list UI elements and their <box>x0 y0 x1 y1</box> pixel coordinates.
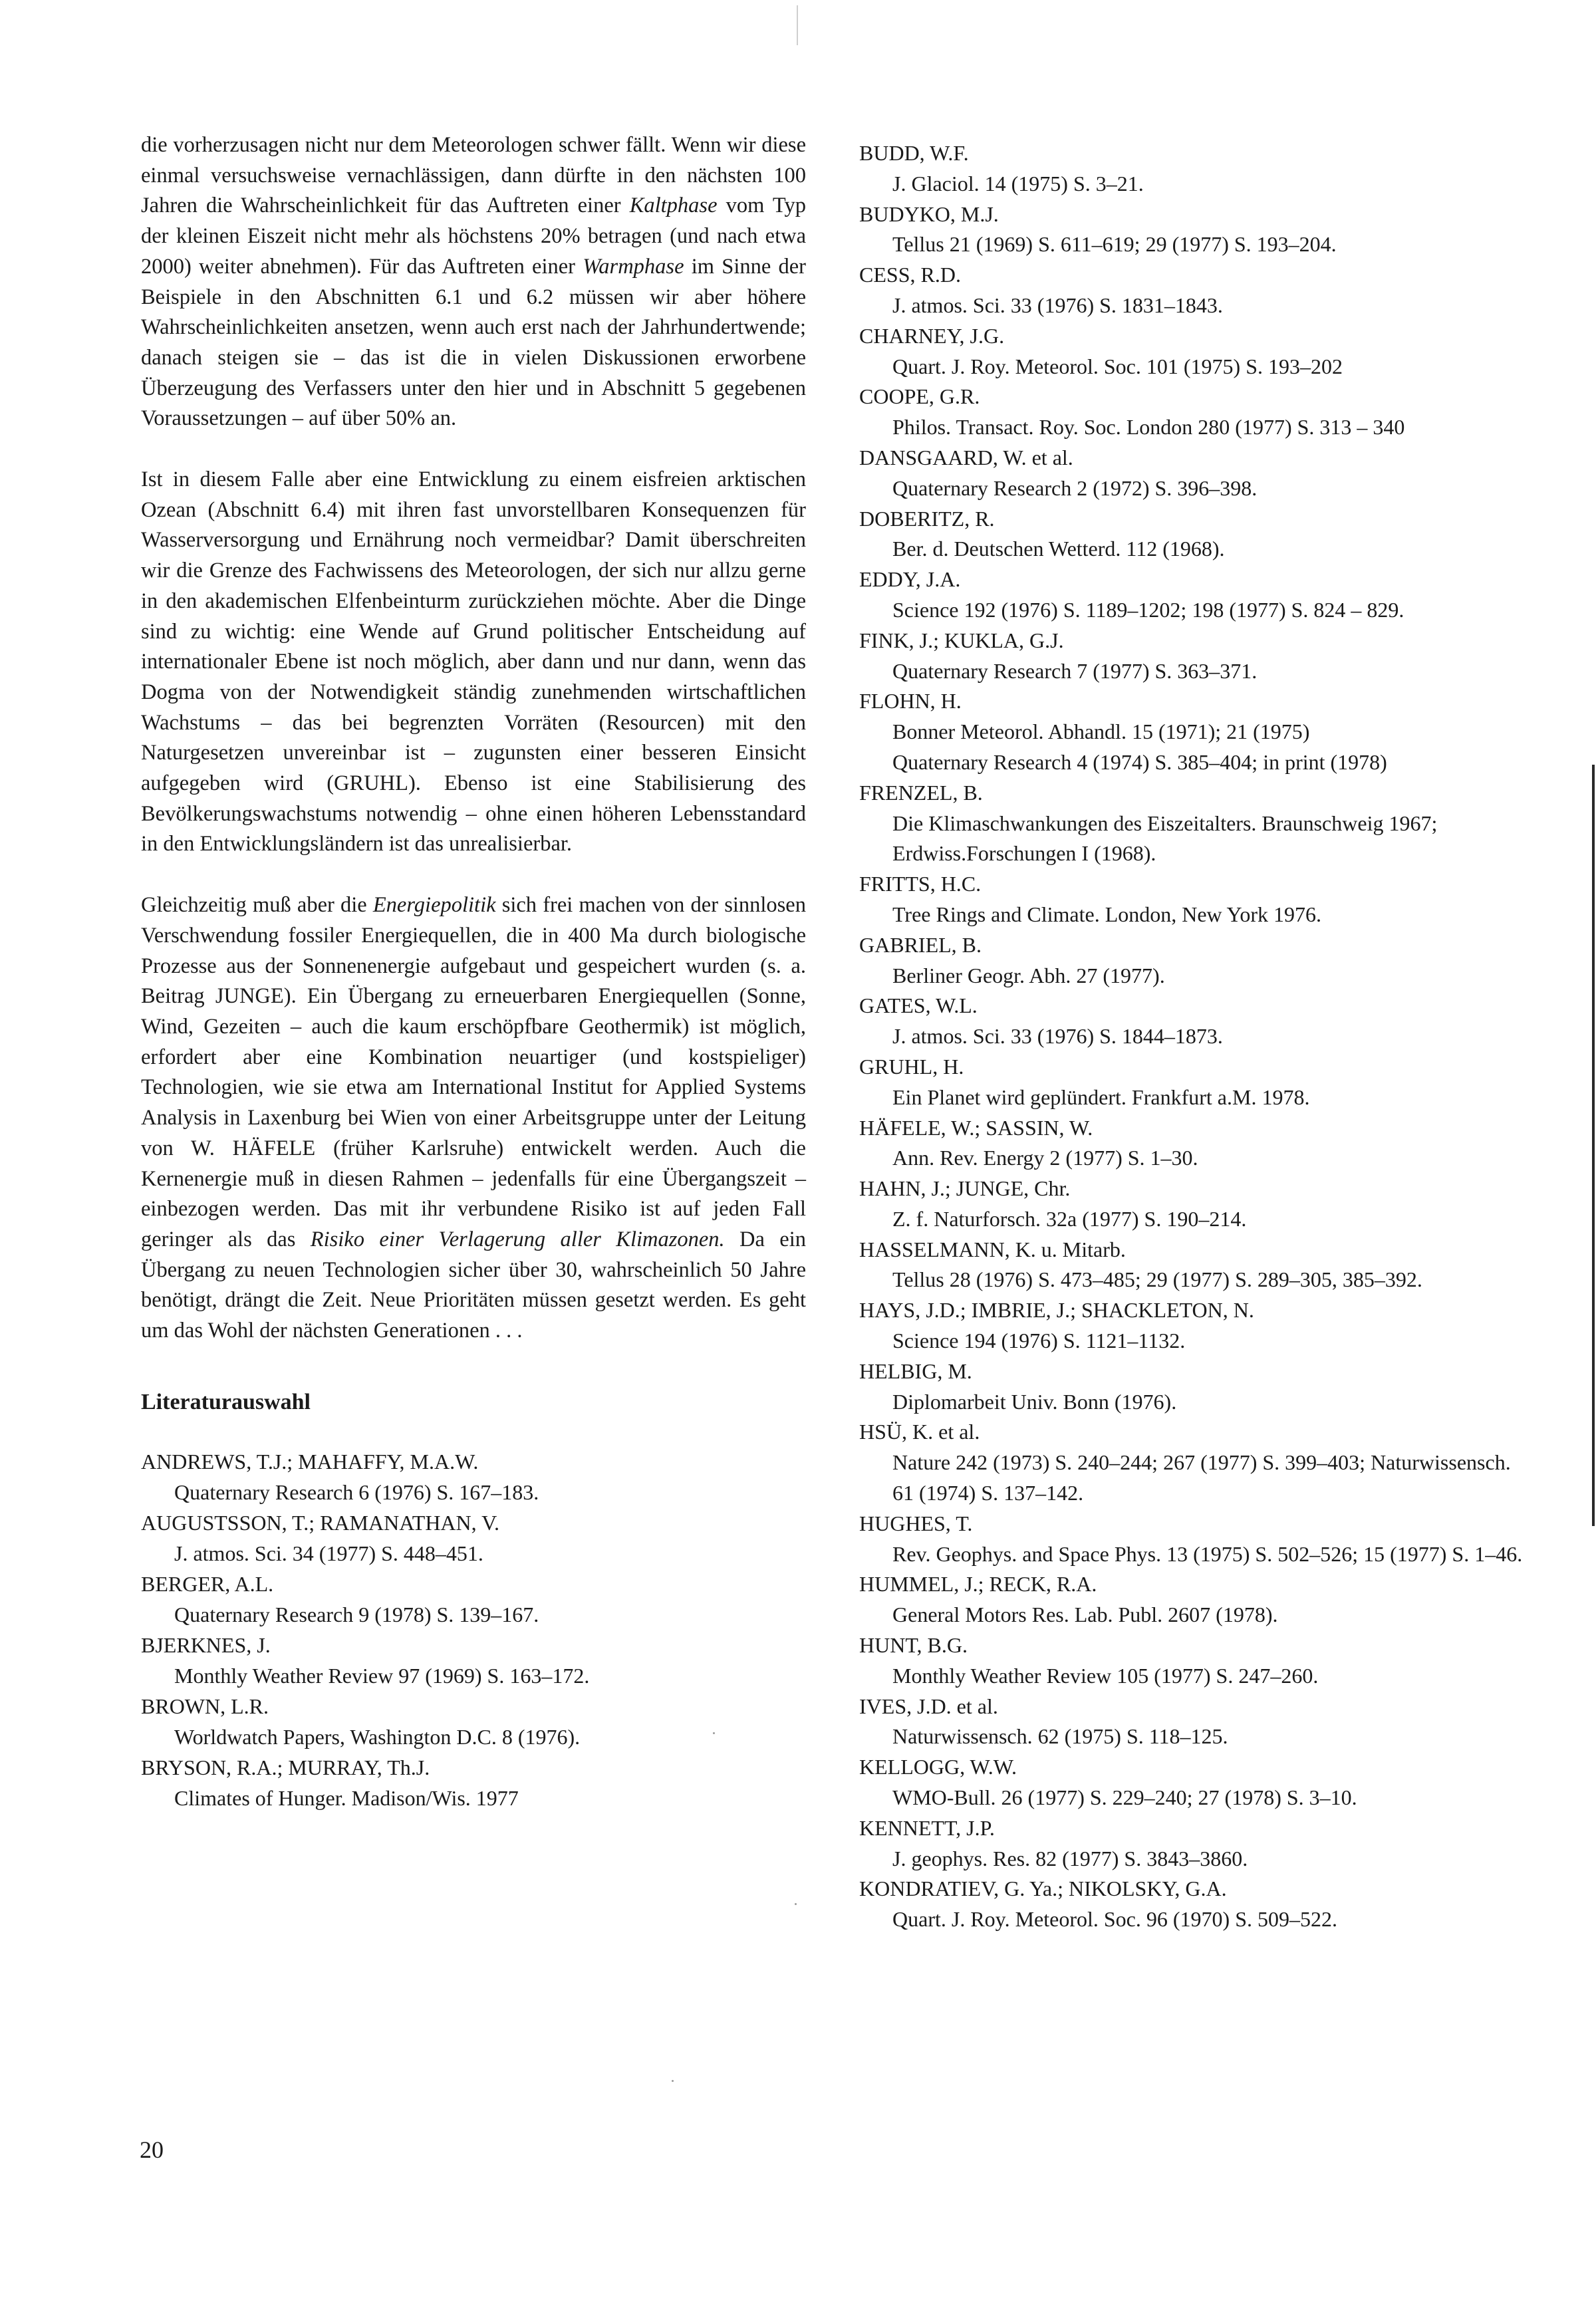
reference-author: CHARNEY, J.G. <box>859 323 1005 348</box>
paragraph-text: Da ein Übergang zu neuen Technologien sicher über 30, wahrscheinlich 50 Jahre benötigt, drängt die Zeit. Neue Prioritäten müssen gesetzt werden. Es geht um das Wohl der nächsten Generationen . . . <box>141 1227 806 1343</box>
reference-author: GATES, W.L. <box>859 993 978 1018</box>
paragraph-text: sich frei machen von der sinnlosen Verschwendung fossiler Energiequellen, die in 400 Ma durch biologische Prozesse aus der Sonnenenergie aufgebaut und gespeichert wurden (s. a. Beitrag JUNGE). Ein Übergang zu erneuerbaren Energiequellen (Sonne, Wind, Gezeiten – auch die kaum erschöpfbare Geothermik) ist möglich, erfordert aber eine Kombination neuartiger (und kostspieliger) Technologien, wie sie etwa am International Institut for Applied Systems Analysis in Laxenburg bei Wien von einer Arbeitsgruppe unter der Leitung von W. HÄFELE (früher Karlsruhe) entwickelt werden. Auch die Kernenergie muß in diesen Rahmen – jedenfalls für eine Übergangszeit – einbezogen werden. Das mit ihr verbundene Risiko ist auf jeden Fall geringer als das <box>141 893 806 1251</box>
reference-author: FINK, J.; KUKLA, G.J. <box>859 628 1064 652</box>
reference-entry <box>859 260 1531 321</box>
reference-source: Monthly Weather Review 97 (1969) S. 163–172. <box>174 1663 590 1688</box>
reference-entry <box>859 1569 1531 1630</box>
margin-bar <box>1592 765 1595 1526</box>
reference-author: HUGHES, T. <box>859 1511 973 1535</box>
reference-entry <box>859 504 1531 565</box>
section-heading: Literaturauswahl <box>141 1389 311 1414</box>
reference-source: Bonner Meteorol. Abhandl. 15 (1971); 21 (1975) <box>892 719 1310 744</box>
reference-author: BERGER, A.L. <box>141 1571 274 1596</box>
paragraph-text: im Sinne der Beispiele in den Abschnitten 6.1 und 6.2 müssen wir aber höhere Wahrscheinlichkeiten ansetzen, wenn auch erst nach der Jahrhundertwende; danach steigen sie – das ist die in vielen Diskussionen erworbene Überzeugung des Verfassers unter den hier und in Abschnitt 5 gegebenen Voraussetzungen – auf über 50% an. <box>141 254 806 431</box>
reference-source: Z. f. Naturforsch. 32a (1977) S. 190–214. <box>892 1206 1247 1231</box>
reference-source: J. Glaciol. 14 (1975) S. 3–21. <box>892 171 1144 195</box>
reference-source: Quart. J. Roy. Meteorol. Soc. 101 (1975) S. 193–202 <box>892 354 1343 378</box>
reference-entry <box>859 778 1531 869</box>
reference-source: General Motors Res. Lab. Publ. 2607 (1978). <box>892 1603 1278 1627</box>
reference-author: COOPE, G.R. <box>859 384 980 409</box>
reference-entry <box>859 1874 1531 1935</box>
reference-entry <box>859 1692 1531 1753</box>
body-text <box>141 130 806 1347</box>
reference-author: FRENZEL, B. <box>859 780 983 805</box>
reference-source: Climates of Hunger. Madison/Wis. 1977 <box>174 1785 519 1810</box>
reference-author: BUDD, W.F. <box>859 141 969 165</box>
reference-list-right <box>859 138 1531 1935</box>
reference-entry <box>141 1752 806 1813</box>
reference-entry <box>859 443 1531 504</box>
reference-source: Quart. J. Roy. Meteorol. Soc. 96 (1970) S. 509–522. <box>892 1907 1337 1932</box>
reference-author: HÄFELE, W.; SASSIN, W. <box>859 1115 1093 1140</box>
reference-author: BJERKNES, J. <box>141 1632 271 1657</box>
reference-source: WMO-Bull. 26 (1977) S. 229–240; 27 (1978) S. 3–10. <box>892 1785 1357 1810</box>
reference-author: HUMMEL, J.; RECK, R.A. <box>859 1572 1097 1597</box>
reference-entry <box>141 1446 806 1507</box>
emphasis-text: Energiepolitik <box>372 893 496 918</box>
reference-entry <box>859 1509 1531 1570</box>
reference-author: KONDRATIEV, G. Ya.; NIKOLSKY, G.A. <box>859 1876 1227 1901</box>
reference-author: BUDYKO, M.J. <box>859 201 999 226</box>
reference-author: AUGUSTSSON, T.; RAMANATHAN, V. <box>141 1510 500 1535</box>
scan-mark <box>797 5 798 45</box>
reference-entry <box>859 1813 1531 1874</box>
reference-source: Ber. d. Deutschen Wetterd. 112 (1968). <box>892 537 1225 561</box>
scan-speck <box>713 1732 715 1734</box>
reference-entry <box>859 199 1531 261</box>
reference-author: HAHN, J.; JUNGE, Chr. <box>859 1176 1071 1201</box>
reference-entry <box>859 991 1531 1052</box>
body-paragraph <box>141 465 806 860</box>
reference-entry <box>859 686 1531 777</box>
reference-source: Quaternary Research 7 (1977) S. 363–371. <box>892 658 1258 683</box>
paragraph-text: die vorherzusagen nicht nur dem Meteorologen schwer fällt. Wenn wir diese einmal versuchsweise vernachlässigen, dann dürfte in den nächsten 100 Jahren die Wahrscheinlichkeit für das Auftreten einer <box>141 133 806 218</box>
reference-source: Nature 242 (1973) S. 240–244; 267 (1977) S. 399–403; Naturwissensch. 61 (1974) S. 137–142. <box>892 1450 1511 1505</box>
reference-author: HELBIG, M. <box>859 1358 972 1383</box>
reference-author: CESS, R.D. <box>859 263 961 287</box>
reference-entry <box>859 1113 1531 1174</box>
reference-source: Die Klimaschwankungen des Eiszeitalters. Braunschweig 1967; Erdwiss.Forschungen I (1968). <box>892 811 1438 866</box>
reference-entry <box>859 869 1531 930</box>
reference-author: GABRIEL, B. <box>859 932 982 957</box>
reference-source: J. atmos. Sci. 33 (1976) S. 1831–1843. <box>892 293 1223 317</box>
reference-source: Diplomarbeit Univ. Bonn (1976). <box>892 1389 1177 1414</box>
reference-source: Quaternary Research 4 (1974) S. 385–404; in print (1978) <box>892 749 1387 774</box>
reference-author: HAYS, J.D.; IMBRIE, J.; SHACKLETON, N. <box>859 1298 1254 1323</box>
reference-entry <box>859 626 1531 687</box>
reference-author: HASSELMANN, K. u. Mitarb. <box>859 1237 1126 1261</box>
body-paragraph <box>141 890 806 1347</box>
reference-source: Berliner Geogr. Abh. 27 (1977). <box>892 963 1165 987</box>
reference-source: J. atmos. Sci. 33 (1976) S. 1844–1873. <box>892 1024 1223 1049</box>
reference-author: KENNETT, J.P. <box>859 1815 995 1840</box>
reference-source: Science 194 (1976) S. 1121–1132. <box>892 1329 1186 1353</box>
page-number: 20 <box>140 2136 164 2163</box>
body-paragraph <box>141 130 806 434</box>
reference-entry <box>859 930 1531 991</box>
reference-source: Quaternary Research 2 (1972) S. 396–398. <box>892 475 1258 500</box>
reference-entry <box>141 1569 806 1630</box>
reference-source: Quaternary Research 9 (1978) S. 139–167. <box>174 1602 539 1626</box>
reference-entry <box>859 1295 1531 1356</box>
paragraph-text: Gleichzeitig muß aber die <box>141 893 373 918</box>
scan-speck <box>672 2080 674 2082</box>
reference-author: BROWN, L.R. <box>141 1694 269 1718</box>
reference-author: HUNT, B.G. <box>859 1633 968 1658</box>
emphasis-text: Warmphase <box>583 254 684 279</box>
reference-entry <box>859 321 1531 382</box>
reference-author: DOBERITZ, R. <box>859 506 995 531</box>
emphasis-text: Risiko einer Verlagerung aller Klimazonen. <box>310 1227 725 1251</box>
reference-author: FRITTS, H.C. <box>859 872 982 896</box>
scan-speck <box>795 1903 797 1905</box>
reference-source: Tellus 21 (1969) S. 611–619; 29 (1977) S. 193–204. <box>892 232 1337 257</box>
reference-entry <box>859 1630 1531 1692</box>
reference-entry <box>859 1174 1531 1235</box>
reference-author: KELLOGG, W.W. <box>859 1755 1017 1779</box>
reference-source: Rev. Geophys. and Space Phys. 13 (1975) S. 502–526; 15 (1977) S. 1–46. <box>892 1541 1523 1566</box>
reference-source: Ein Planet wird geplündert. Frankfurt a.M. 1978. <box>892 1085 1310 1109</box>
emphasis-text: Kaltphase <box>629 193 718 218</box>
reference-author: FLOHN, H. <box>859 689 962 713</box>
reference-source: Tellus 28 (1976) S. 473–485; 29 (1977) S. 289–305, 385–392. <box>892 1267 1422 1292</box>
reference-author: BRYSON, R.A.; MURRAY, Th.J. <box>141 1755 430 1779</box>
reference-author: ANDREWS, T.J.; MAHAFFY, M.A.W. <box>141 1449 479 1474</box>
reference-author: HSÜ, K. et al. <box>859 1420 980 1444</box>
reference-source: Naturwissensch. 62 (1975) S. 118–125. <box>892 1724 1228 1749</box>
reference-entry <box>141 1507 806 1569</box>
reference-entry <box>141 1691 806 1752</box>
reference-source: Ann. Rev. Energy 2 (1977) S. 1–30. <box>892 1146 1198 1170</box>
paragraph-text: vom Typ der kleinen Eiszeit nicht mehr als höchstens 20% betragen (und nach etwa 2000) weiter abnehmen). Für das Auftreten einer <box>141 193 806 279</box>
reference-source: J. atmos. Sci. 34 (1977) S. 448–451. <box>174 1541 483 1565</box>
reference-entry <box>859 1356 1531 1418</box>
reference-entry <box>859 1235 1531 1296</box>
reference-source: Worldwatch Papers, Washington D.C. 8 (1976). <box>174 1724 581 1749</box>
reference-entry <box>859 138 1531 199</box>
reference-list-left <box>141 1446 806 1813</box>
reference-author: GRUHL, H. <box>859 1054 964 1079</box>
reference-source: Quaternary Research 6 (1976) S. 167–183. <box>174 1480 539 1504</box>
reference-source: J. geophys. Res. 82 (1977) S. 3843–3860. <box>892 1846 1248 1870</box>
reference-source: Tree Rings and Climate. London, New York 1976. <box>892 902 1322 926</box>
paragraph-text: Ist in diesem Falle aber eine Entwicklung zu einem eisfreien arktischen Ozean (Abschnitt 6.4) mit ihren fast unvorstellbaren Konsequenzen für Wasserversorgung und Ernährung noch vermeidbar? Damit überschreiten wir die Grenze des Fachwissens des Meteorologen, der sich nur allzu gerne in den akademischen Elfenbeinturm zurückziehen möchte. Aber die Dinge sind zu wichtig: eine Wende auf Grund politischer Entscheidung auf internationaler Ebene ist noch möglich, aber dann und nur dann, wenn das Dogma von der Notwendigkeit ständig zunehmenden wirtschaftlichen Wachstums – das bei begrenzten Vorräten (Resourcen) mit den Naturgesetzen unvereinbar ist – zugunsten einer besseren Einsicht aufgegeben wird (GRUHL). Ebenso ist eine Stabilisierung des Bevölkerungswachstums notwendig – ohne einen höheren Lebensstandard in den Entwicklungsländern ist das unrealisierbar. <box>141 467 806 856</box>
reference-entry <box>141 1630 806 1691</box>
left-column <box>141 130 806 1813</box>
reference-entry <box>859 1052 1531 1113</box>
reference-author: DANSGAARD, W. et al. <box>859 445 1073 469</box>
reference-entry <box>859 565 1531 626</box>
reference-entry <box>859 1417 1531 1508</box>
reference-author: IVES, J.D. et al. <box>859 1694 998 1718</box>
right-column <box>859 138 1531 1935</box>
reference-source: Monthly Weather Review 105 (1977) S. 247–260. <box>892 1663 1319 1688</box>
reference-source: Science 192 (1976) S. 1189–1202; 198 (1977) S. 824 – 829. <box>892 597 1404 622</box>
reference-entry <box>859 382 1531 443</box>
reference-entry <box>859 1752 1531 1813</box>
reference-source: Philos. Transact. Roy. Soc. London 280 (1977) S. 313 – 340 <box>892 415 1405 440</box>
reference-author: EDDY, J.A. <box>859 567 961 592</box>
